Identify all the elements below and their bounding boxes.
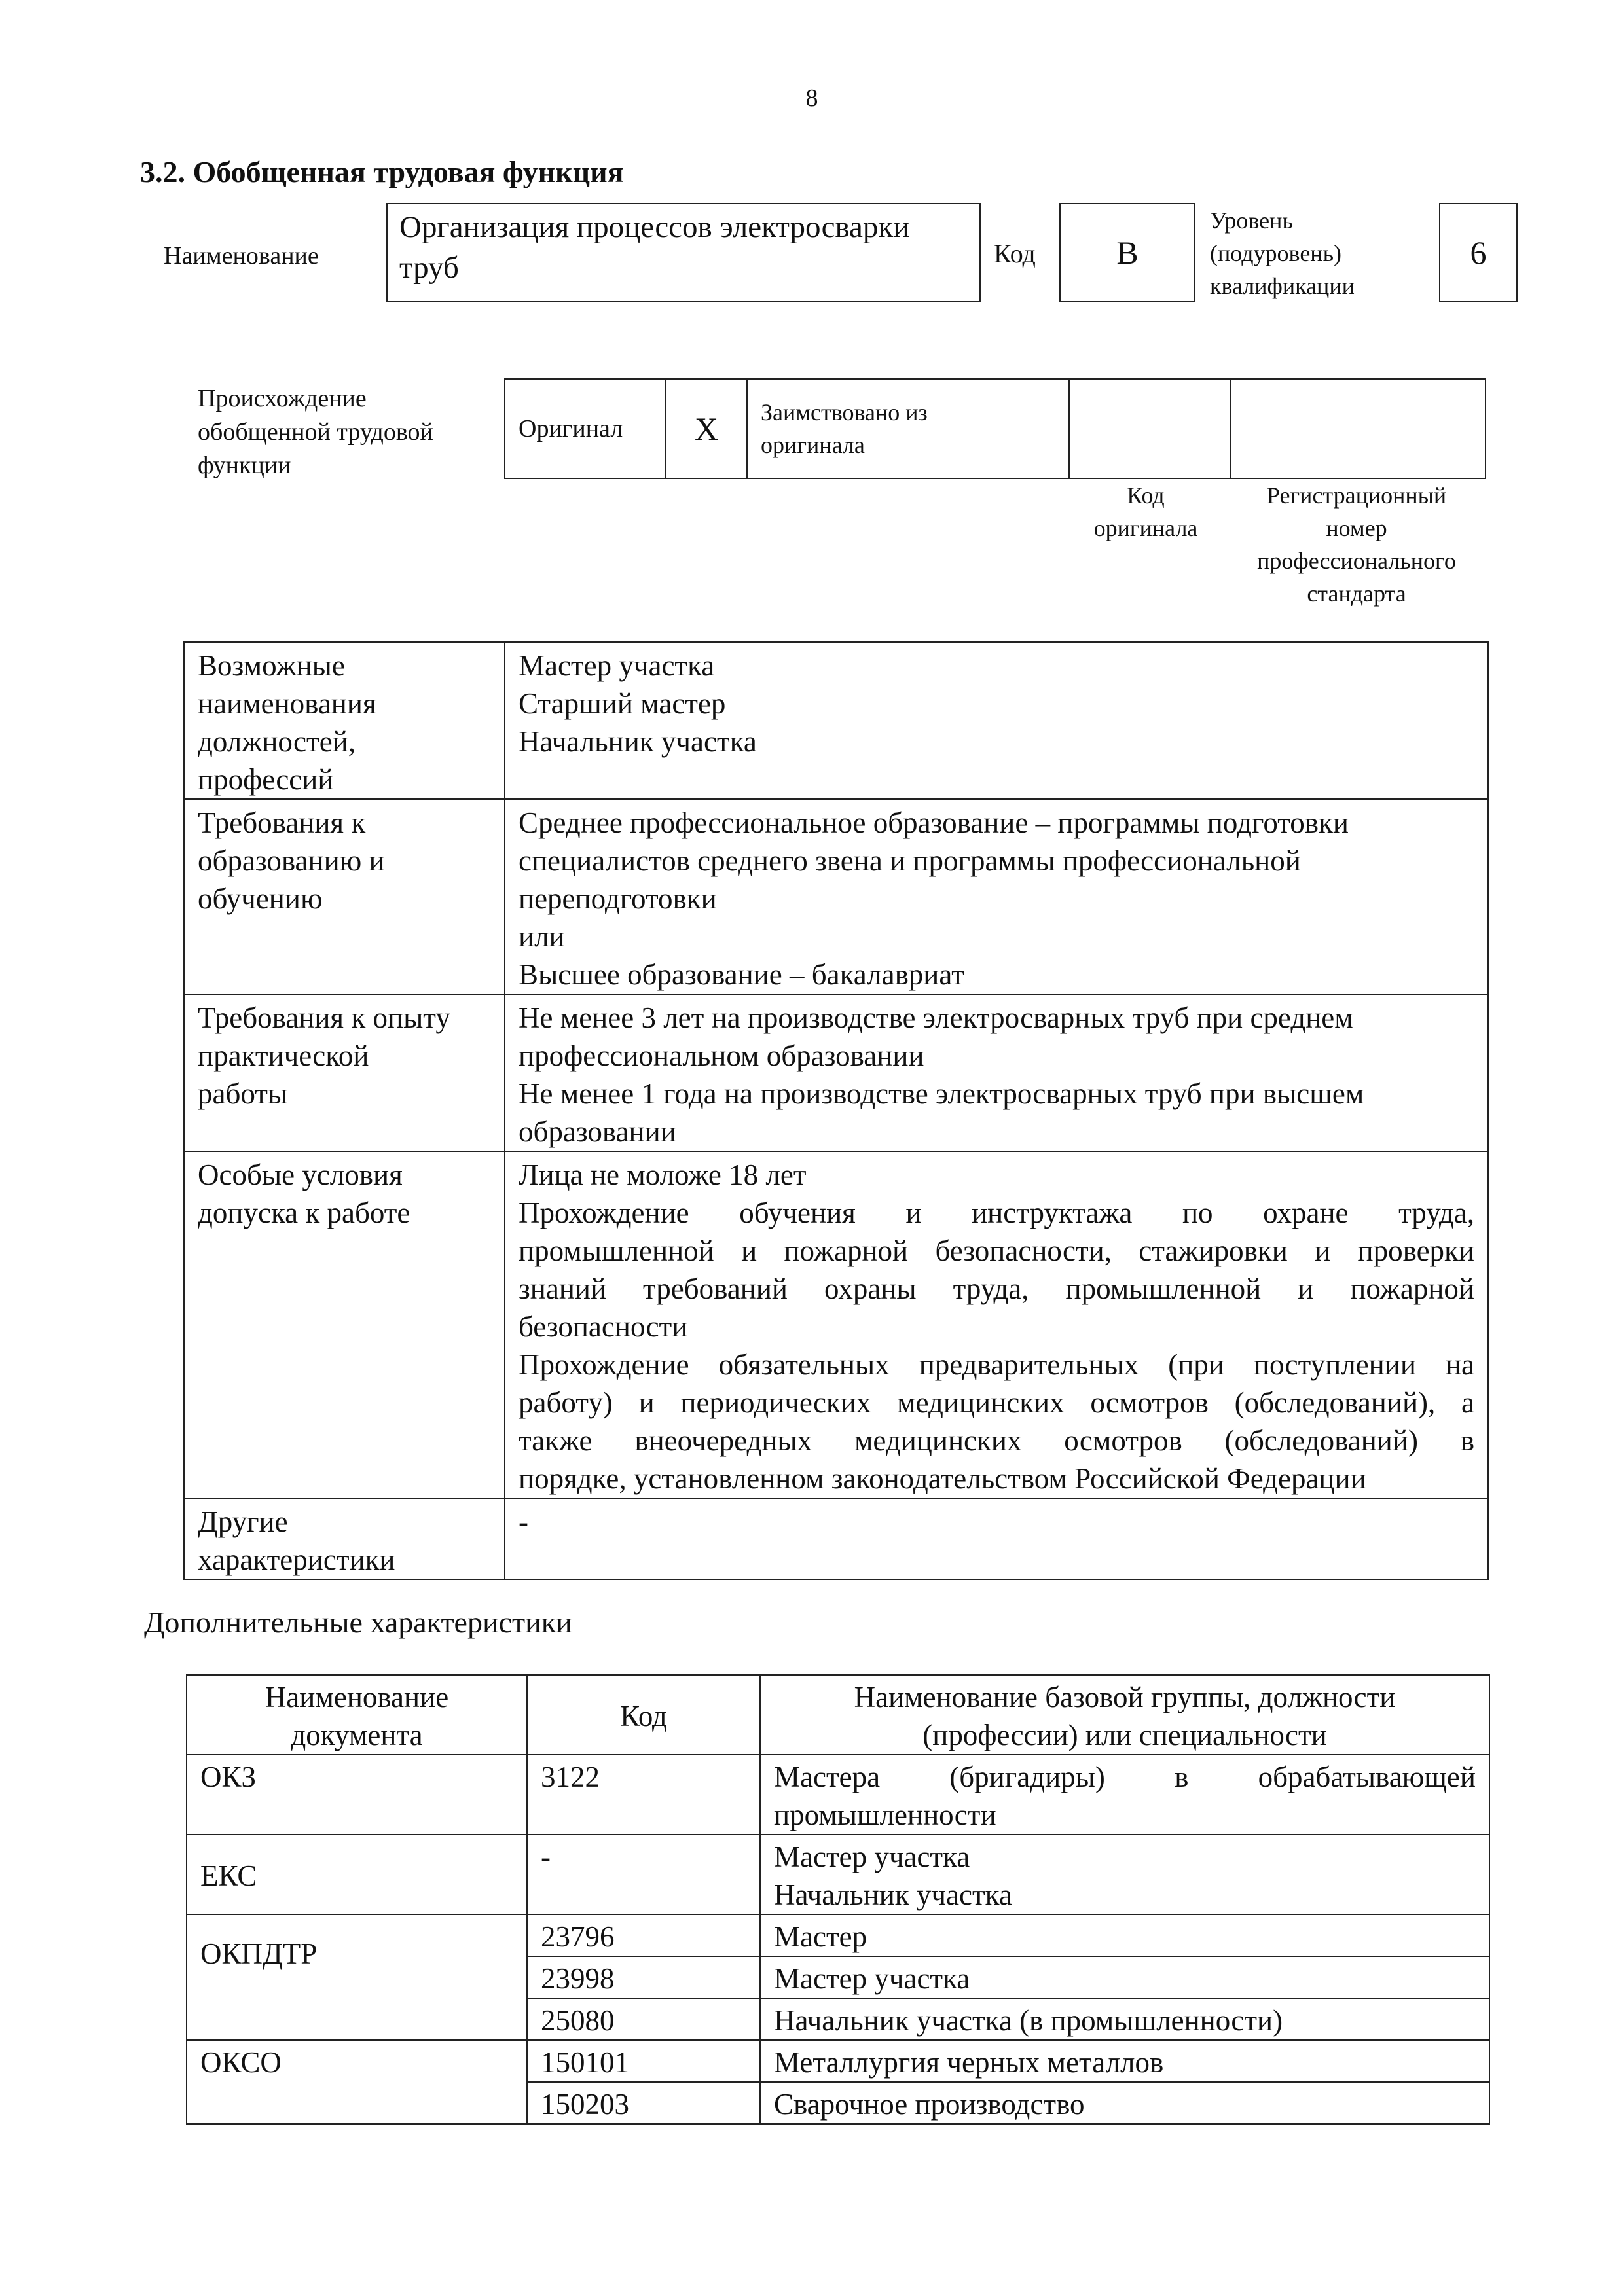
name-cell: Мастера (бригадиры) в обрабатывающей промышленности [760,1755,1489,1835]
table-row [184,1498,1488,1579]
code-cell: - [527,1835,760,1914]
name-cell: Мастер участка Начальник участка [760,1835,1489,1914]
level-label-line: Уровень [1210,207,1293,234]
code-cell: 150203 [527,2082,760,2124]
doc-cell: ЕКС [187,1835,527,1914]
table-row [187,1755,1489,1835]
origin-label-line: Происхождение [198,385,367,412]
table-row [184,642,1488,799]
origin-label-line: функции [198,452,291,479]
borrowed-label-line: Заимствовано из [761,399,928,425]
level-label-line: квалификации [1210,273,1355,299]
code-cell: 3122 [527,1755,760,1835]
doc-cell: ОКЗ [187,1755,527,1835]
name-cell: Мастер участка [760,1956,1489,1998]
column-header: Наименование документа [187,1675,527,1755]
origin-label-line: обобщенной трудовой [198,418,433,446]
row-label: Требования к опыту практической работы [184,994,505,1151]
page-number: 8 [805,84,818,112]
code-caption [1061,479,1231,545]
row-value: Мастер участка Старший мастер Начальник участка [505,642,1488,799]
original-mark-cell [666,379,747,478]
row-value: Лица не моложе 18 лет Прохождение обучения и инструктажа по охране труда, промышленной и пожарной безопасности, стажировки и проверки знаний требований охраны труда, промышленной и пожарной безопасности Прохождение обязательных предварительных (при поступлении на работу) и периодических медицинских осмотров (обследований), а также внеочередных медицинских осмотров (обследований) в порядке, установленном законодательством Российской Федерации [505,1151,1488,1498]
code-label: Код [994,239,1036,268]
name-value-line: Организация процессов электросварки [399,210,910,244]
code-cell: 150101 [527,2040,760,2082]
code-value: B [1116,234,1139,271]
borrowed-label-line: оригинала [761,432,865,458]
reg-caption-line: профессионального [1257,548,1456,574]
code-cell: 23796 [527,1914,760,1956]
reg-caption-line: номер [1326,515,1387,541]
name-cell: Начальник участка (в промышленности) [760,1998,1489,2040]
reg-caption [1226,479,1487,610]
level-value: 6 [1470,234,1487,271]
level-label-line: (подуровень) [1210,240,1341,266]
name-label: Наименование [164,242,319,270]
table-row [187,1835,1489,1914]
name-cell: Металлургия черных металлов [760,2040,1489,2082]
row-value: Среднее профессиональное образование – программы подготовки специалистов среднего звена и программы профессиональной переподготовки или Высшее образование – бакалавриат [505,799,1488,994]
characteristics-table [183,641,1489,1580]
section-title: 3.2. Обобщенная трудовая функция [140,155,624,188]
row-label: Особые условия допуска к работе [184,1151,505,1498]
code-value-box [1059,203,1195,302]
code-cell: 23998 [527,1956,760,1998]
row-value: - [505,1498,1488,1579]
column-header: Код [527,1675,760,1755]
level-value-box [1439,203,1518,302]
level-label [1210,204,1355,302]
name-cell: Мастер [760,1914,1489,1956]
registration-number-cell [1230,379,1486,478]
borrowed-cell [747,379,1069,478]
column-header: Наименование базовой группы, должности (профессии) или специальности [760,1675,1489,1755]
table-row [184,994,1488,1151]
row-label: Требования к образованию и обучению [184,799,505,994]
name-value-line: труб [399,251,459,285]
code-caption-line: Код [1127,482,1165,509]
table-row [184,1151,1488,1498]
original-code-cell [1069,379,1230,478]
table-row [187,2040,1489,2082]
table-row [184,799,1488,994]
row-value: Не менее 3 лет на производстве электросварных труб при среднем профессиональном образовании Не менее 1 года на производстве электросварных труб при высшем образовании [505,994,1488,1151]
doc-cell: ОКСО [187,2040,527,2124]
additional-title: Дополнительные характеристики [144,1605,572,1639]
name-value-box [386,203,981,302]
reg-caption-line: стандарта [1307,581,1406,607]
name-cell: Сварочное производство [760,2082,1489,2124]
original-cell [505,379,666,478]
code-caption-line: оригинала [1093,515,1198,541]
table-row [187,1914,1489,1956]
row-label: Возможные наименования должностей, профессий [184,642,505,799]
code-cell: 25080 [527,1998,760,2040]
original-mark: X [694,410,719,447]
origin-table [504,378,1486,479]
row-label: Другие характеристики [184,1498,505,1579]
origin-label [198,382,433,482]
table-header-row [187,1675,1489,1755]
original-label: Оригинал [519,415,623,442]
doc-cell: ОКПДТР [187,1914,527,2040]
reg-caption-line: Регистрационный [1266,482,1447,509]
additional-table [186,1674,1490,2125]
